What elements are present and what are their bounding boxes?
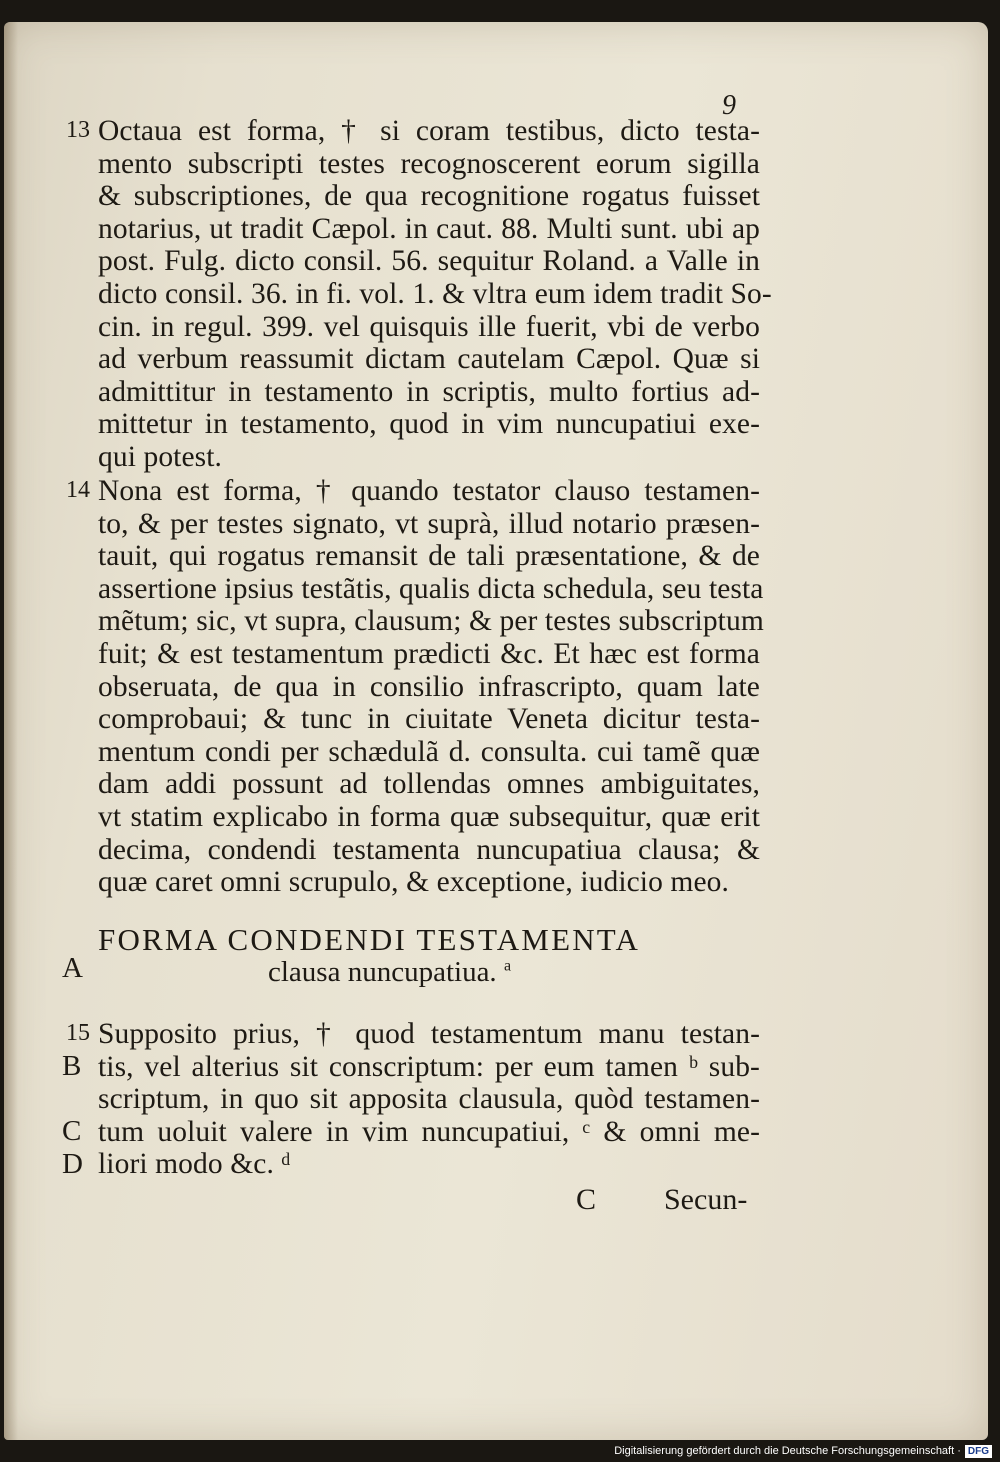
text-line: ad verbum reassumit dictam cautelam Cæpol. Quæ si xyxy=(98,343,760,376)
margin-letter-d: D xyxy=(62,1148,83,1180)
paragraph-13 xyxy=(98,115,772,474)
text-line: Supposito prius, † quod testamentum manu testan- xyxy=(98,1018,760,1050)
text-line: quæ caret omni scrupulo, & exceptione, iudicio meo. xyxy=(98,866,729,899)
text-line: tum uoluit valere in vim nuncupatiui, ᶜ & omni me- xyxy=(98,1115,760,1148)
dfg-logo: DFG xyxy=(965,1445,992,1458)
paragraph-15 xyxy=(98,1018,760,1181)
text-line: scriptum, in quo sit apposita clausula, quòd testamen- xyxy=(98,1083,760,1116)
text-line: vt statim explicabo in forma quæ subsequitur, quæ erit xyxy=(98,800,760,833)
text-line: notarius, ut tradit Cæpol. in caut. 88. Multi sunt. ubi ap xyxy=(98,212,760,245)
text-line: & subscriptiones, de qua recognitione rogatus fuisset xyxy=(98,180,760,213)
signature-mark: C xyxy=(576,1183,597,1216)
text-line: tauit, qui rogatus remansit de tali præsentatione, & de xyxy=(98,540,760,573)
text-line: mẽtum; sic, vt supra, clausum; & per testes subscriptum xyxy=(98,605,764,638)
note-mark-a: a xyxy=(503,957,512,975)
text-line: mentum condi per schædulã d. consulta. cui tamẽ quæ xyxy=(98,735,760,768)
text-line: decima, condendi testamenta nuncupatiua clausa; & xyxy=(98,833,760,866)
text-line: obseruata, de qua in consilio infrascripto, quam late xyxy=(98,670,760,703)
page-edge-shadow xyxy=(4,22,18,1440)
paragraph-14 xyxy=(98,475,764,899)
text-line: liori modo &c. ᵈ xyxy=(98,1148,291,1181)
margin-letter-c: C xyxy=(62,1115,82,1147)
text-line: dam addi possunt ad tollendas omnes ambiguitates, xyxy=(98,768,760,801)
text-line: cin. in regul. 399. vel quisquis ille fuerit, vbi de verbo xyxy=(98,310,760,343)
footer-text: Digitalisierung gefördert durch die Deutsche Forschungsgemeinschaft · xyxy=(614,1445,961,1457)
digitization-footer xyxy=(614,1444,992,1458)
text-line: Nona est forma, † quando testator clauso testamen- xyxy=(98,475,760,507)
text-line: fuit; & est testamentum prædicti &c. Et hæc est forma xyxy=(98,637,760,670)
text-line: mittetur in testamento, quod in vim nuncupatiui exe- xyxy=(98,408,760,441)
page-number: 9 xyxy=(722,90,736,121)
text-line: Octaua est forma, † si coram testibus, dicto testa- xyxy=(98,115,760,147)
margin-number-13: 13 xyxy=(66,117,90,143)
margin-number-15: 15 xyxy=(66,1020,90,1046)
section-subheading xyxy=(268,956,511,989)
text-line: to, & per testes signato, vt suprà, illud notario præsen- xyxy=(98,507,760,540)
subheading-text: clausa nuncupatiua. xyxy=(268,956,497,988)
margin-letter-b: B xyxy=(62,1050,82,1082)
text-line: mento subscripti testes recognoscerent eorum sigilla xyxy=(98,147,760,180)
section-heading: FORMA CONDENDI TESTAMENTA xyxy=(98,922,641,957)
text-line: tis, vel alterius sit conscriptum: per eum tamen ᵇ sub- xyxy=(98,1050,760,1083)
margin-number-14: 14 xyxy=(66,477,90,503)
catchword: Secun- xyxy=(664,1183,748,1216)
margin-letter-a: A xyxy=(62,952,83,984)
text-line: comprobaui; & tunc in ciuitate Veneta dicitur testa- xyxy=(98,703,760,736)
text-line: qui potest. xyxy=(98,440,223,473)
text-line: post. Fulg. dicto consil. 56. sequitur Roland. a Valle in xyxy=(98,245,760,278)
text-line: assertione ipsius testãtis, qualis dicta schedula, seu testa xyxy=(98,572,764,605)
text-line: admittitur in testamento in scriptis, multo fortius ad- xyxy=(98,375,760,408)
text-line: dicto consil. 36. in fi. vol. 1. & vltra eum idem tradit So- xyxy=(98,277,772,310)
